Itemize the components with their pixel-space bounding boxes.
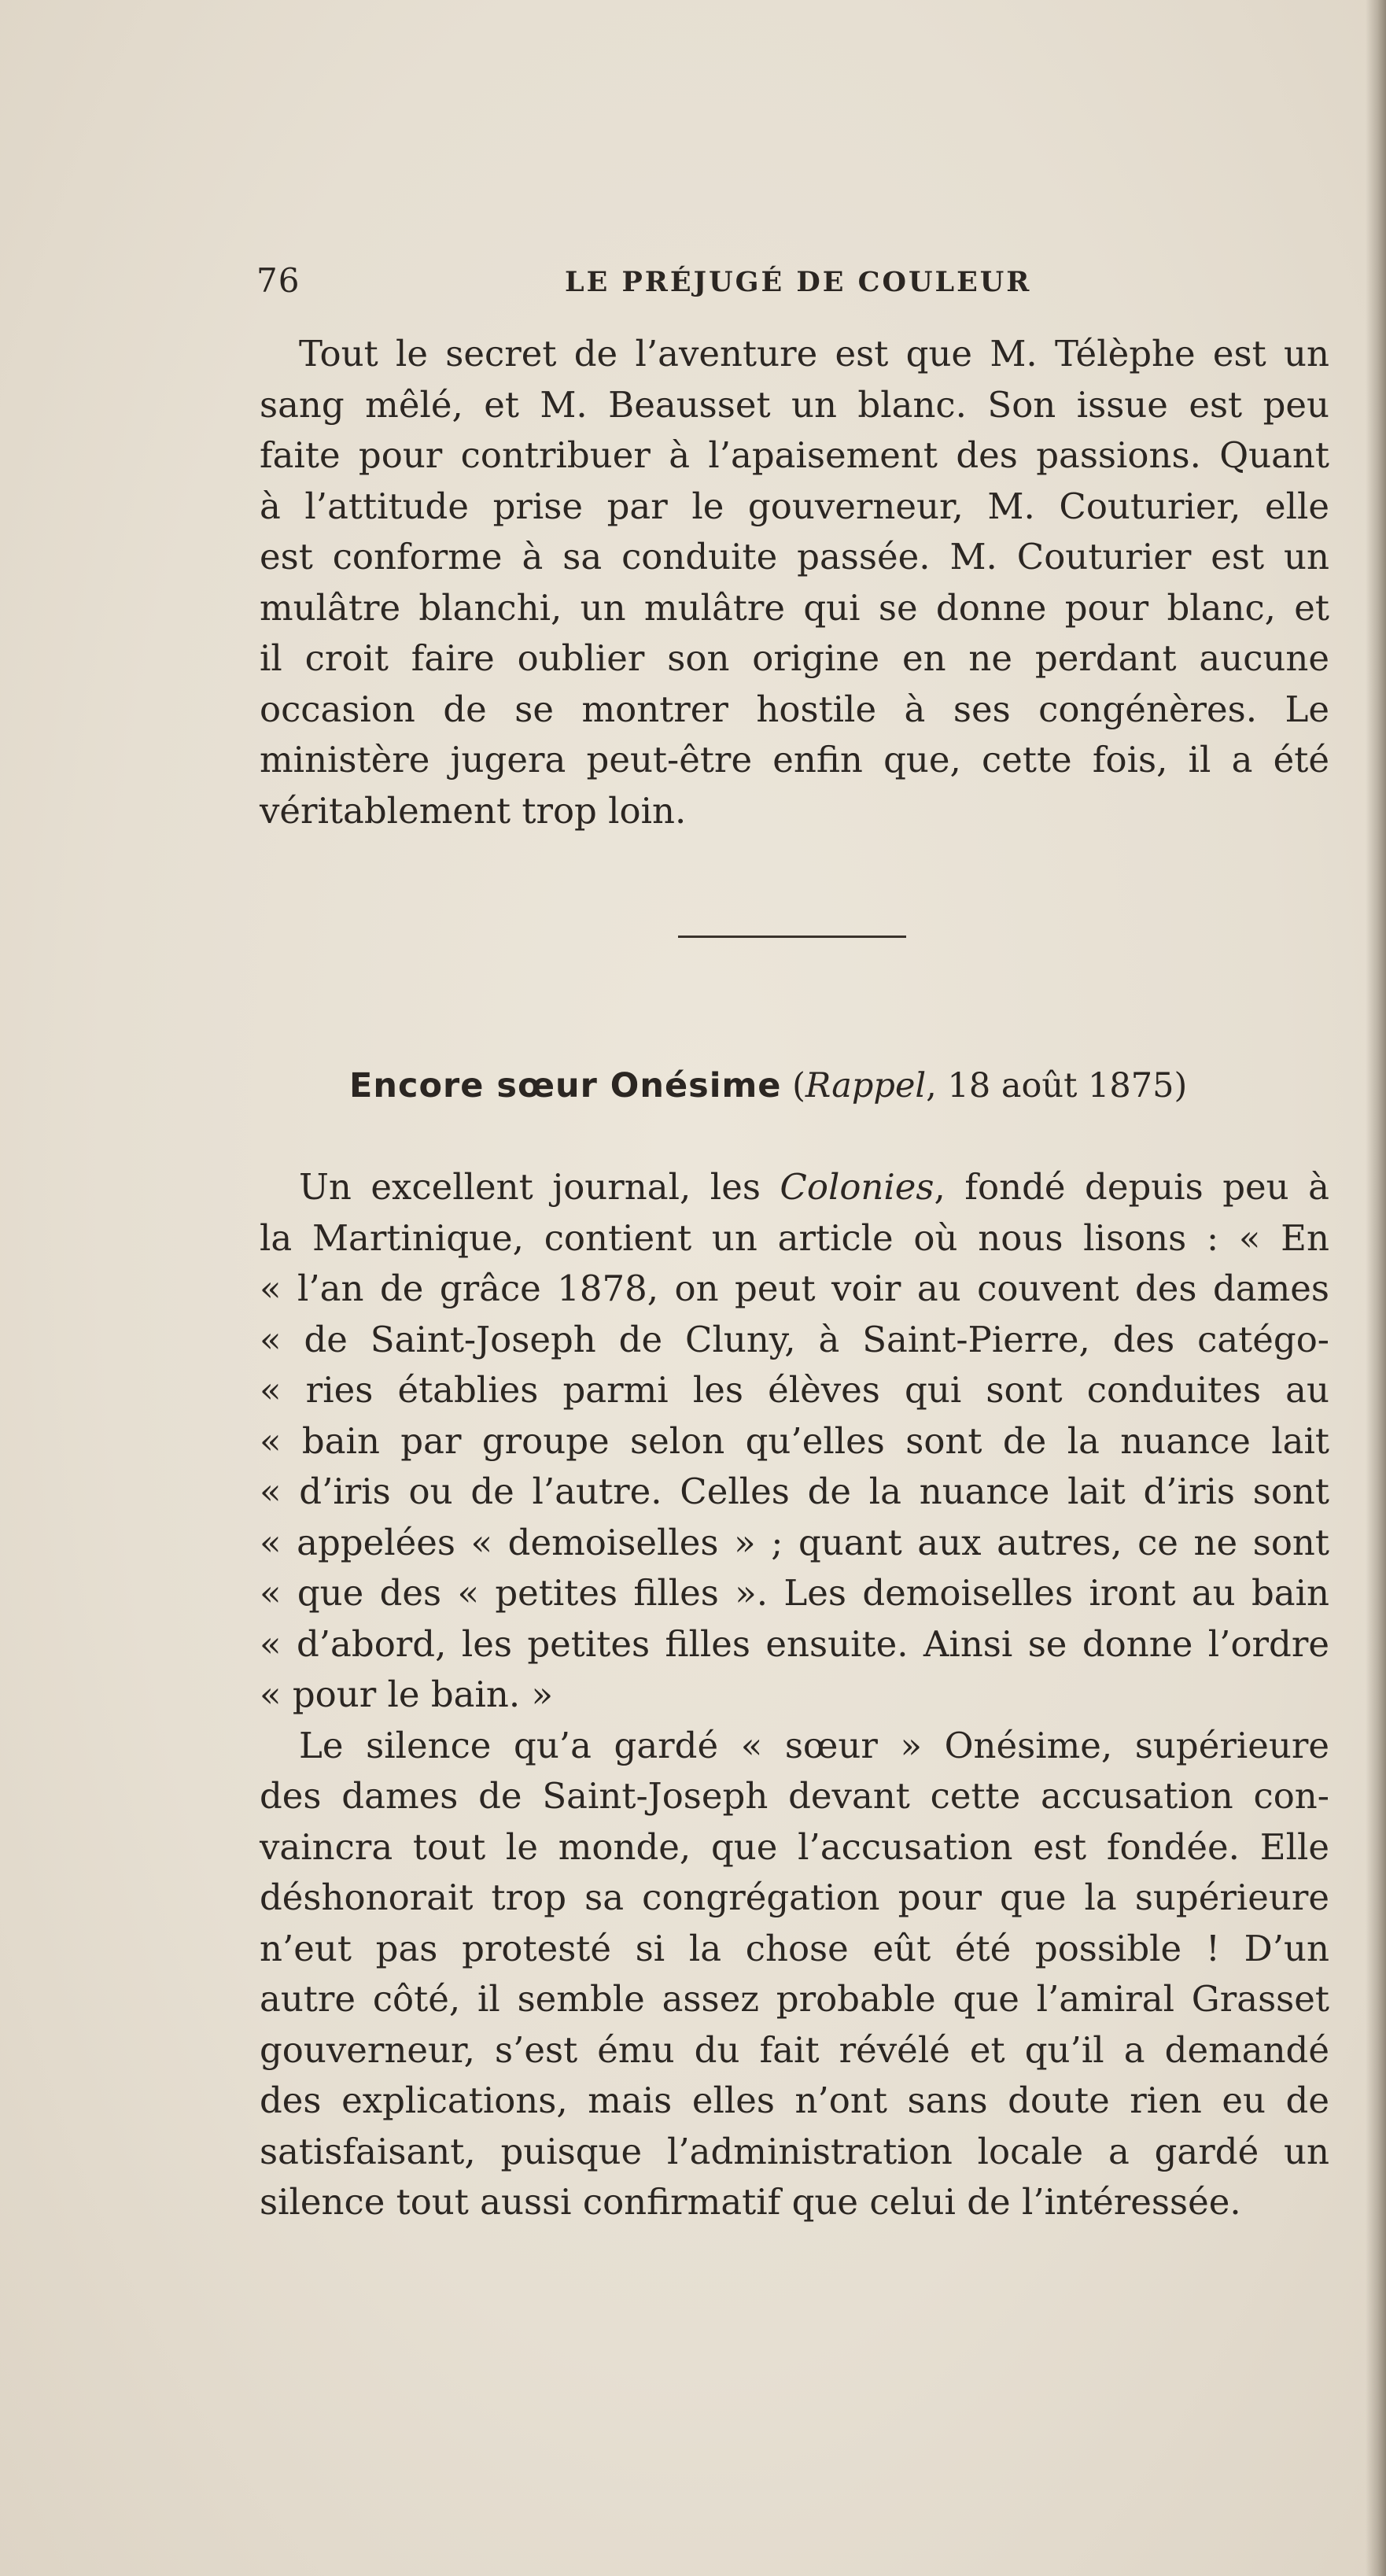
section-divider	[678, 936, 906, 938]
section-source-name: Rappel	[805, 1066, 927, 1105]
text-line: « d’abord, les petites filles ensuite. Ainsi se donne l’ordre	[260, 1622, 1329, 1665]
text-line: des dames de Saint-Joseph devant cette accusation con-	[260, 1775, 1329, 1817]
text-line: satisfaisant, puisque l’administration locale a gardé un	[260, 2130, 1329, 2172]
text-fragment: Un excellent journal, les	[299, 1166, 780, 1208]
text-line: à l’attitude prise par le gouverneur, M. Couturier, elle	[260, 485, 1329, 527]
journal-name: Colonies	[780, 1166, 934, 1208]
text-line: Le silence qu’a gardé « sœur » Onésime, supérieure	[299, 1724, 1329, 1766]
section-title	[349, 1066, 1293, 1105]
text-line: gouverneur, s’est ému du fait révélé et qu’il a demandé	[260, 2028, 1329, 2071]
text-line: Tout le secret de l’aventure est que M. Télèphe est un	[299, 333, 1329, 375]
paragraph-2	[260, 1162, 1329, 2228]
text-line: « de Saint-Joseph de Cluny, à Saint-Pierre, des catégo-	[260, 1318, 1329, 1360]
text-line: autre côté, il semble assez probable que l’amiral Grasset	[260, 1978, 1329, 2020]
paragraph-1	[260, 329, 1329, 836]
text-line: véritablement trop loin.	[260, 789, 687, 832]
text-line: silence tout aussi confirmatif que celui de l’intéressée.	[260, 2181, 1241, 2223]
text-line: n’eut pas protesté si la chose eût été possible ! D’un	[260, 1927, 1329, 1969]
text-line: « l’an de grâce 1878, on peut voir au couvent des dames	[260, 1268, 1329, 1309]
text-line: « que des « petites filles ». Les demoiselles iront au bain	[260, 1572, 1329, 1614]
page-edge-shadow	[1366, 0, 1386, 2576]
text-line: est conforme à sa conduite passée. M. Couturier est un	[260, 536, 1329, 578]
text-line: mulâtre blanchi, un mulâtre qui se donne pour blanc, et	[260, 586, 1329, 629]
text-line: ministère jugera peut-être enfin que, cette fois, il a été	[260, 739, 1329, 781]
running-title: LE PRÉJUGÉ DE COULEUR	[565, 266, 1032, 298]
section-source-date: , 18 août 1875)	[926, 1066, 1188, 1105]
text-line: « appelées « demoiselles » ; quant aux autres, ce ne sont	[260, 1521, 1329, 1563]
text-line: il croit faire oublier son origine en ne perdant aucune	[260, 637, 1329, 679]
text-line: sang mêlé, et M. Beausset un blanc. Son issue est peu	[260, 383, 1329, 426]
page-number: 76	[256, 261, 300, 300]
text-line: la Martinique, contient un article où nous lisons : « En	[260, 1216, 1329, 1259]
section-title-text: Encore sœur Onésime	[349, 1066, 782, 1105]
text-fragment: , fondé depuis peu à	[934, 1166, 1329, 1208]
text-line: déshonorait trop sa congrégation pour que la supérieure	[260, 1877, 1329, 1918]
text-line: « bain par groupe selon qu’elles sont de la nuance lait	[260, 1419, 1329, 1462]
text-line: « pour le bain. »	[260, 1674, 554, 1715]
text-line	[260, 1162, 1329, 1213]
section-source-open: (	[792, 1066, 805, 1105]
text-line: occasion de se montrer hostile à ses congénères. Le	[260, 688, 1329, 730]
text-line: des explications, mais elles n’ont sans doute rien eu de	[260, 2080, 1329, 2121]
text-line: faite pour contribuer à l’apaisement des passions. Quant	[260, 434, 1329, 476]
page-header	[256, 261, 1334, 301]
text-line: « d’iris ou de l’autre. Celles de la nuance lait d’iris sont	[260, 1471, 1329, 1512]
text-line: vaincra tout le monde, que l’accusation est fondée. Elle	[260, 1825, 1329, 1868]
text-line: « ries établies parmi les élèves qui sont conduites au	[260, 1369, 1329, 1411]
